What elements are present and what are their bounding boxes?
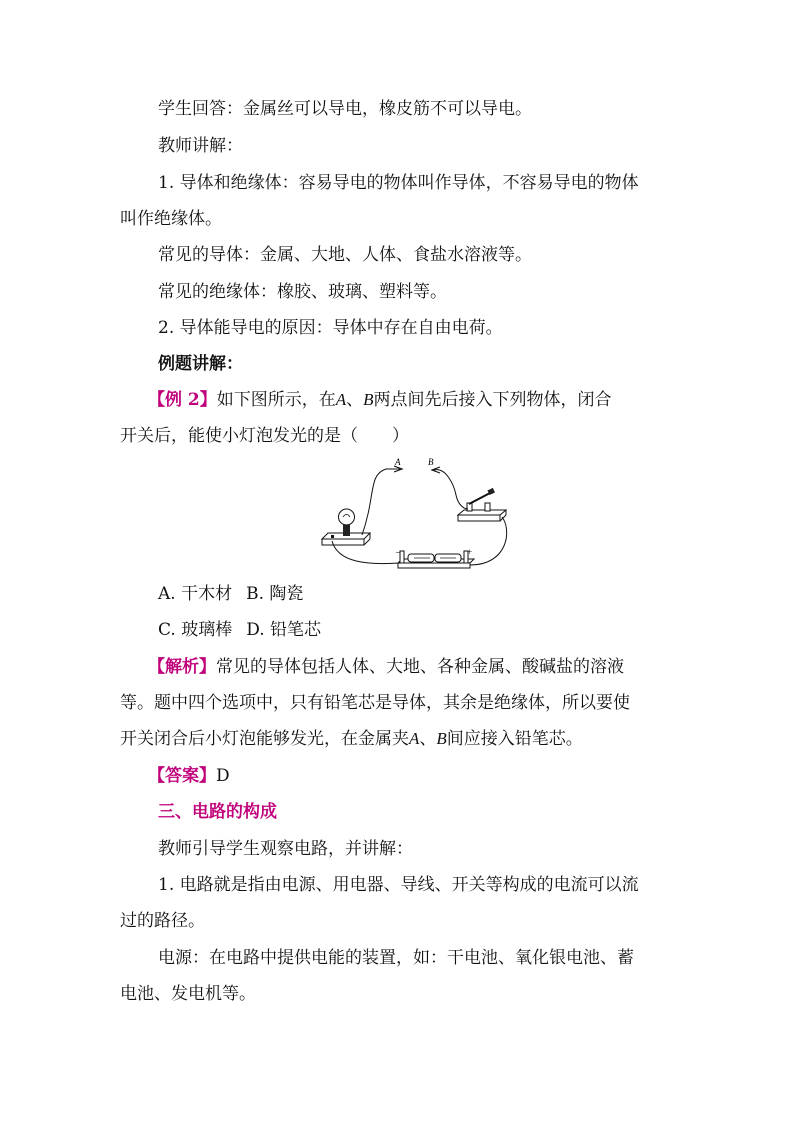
answer-line [148, 764, 708, 788]
switch-on-board [458, 488, 506, 521]
circuit-definition-line-2: 过的路径。 [120, 911, 205, 931]
section-3-heading: 三、电路的构成 [158, 802, 277, 822]
answer-tag: 【答案】 [148, 766, 216, 786]
options-row-2 [158, 618, 321, 642]
power-source-line-1: 电源：在电路中提供电能的装置，如：干电池、氧化银电池、蓄 [158, 948, 634, 968]
analysis-line-1: 【解析】常见的导体包括人体、大地、各种金属、酸碱盐的溶液 [148, 657, 624, 677]
options-row-1 [158, 582, 303, 606]
definition-conductor-line-2: 叫作绝缘体。 [120, 209, 222, 229]
circuit-figure [318, 455, 514, 575]
option-d: D. 铅笔芯 [246, 620, 322, 640]
analysis-line-2: 等。题中四个选项中，只有铅笔芯是导体，其余是绝缘体，所以要使 [120, 693, 630, 713]
wire-lamp-to-a [362, 469, 400, 535]
battery-minus-label: – [396, 547, 401, 557]
option-c: C. 玻璃棒 [158, 620, 233, 640]
common-insulators: 常见的绝缘体：橡胶、玻璃、塑料等。 [158, 282, 447, 302]
conduction-reason: 2. 导体能导电的原因：导体中存在自由电荷。 [158, 318, 503, 338]
battery-plus-label: + [467, 547, 473, 557]
option-b: B. 陶瓷 [246, 584, 304, 604]
point-b-label: B [428, 457, 434, 467]
battery-holder [398, 551, 474, 568]
point-a-label: A [395, 457, 401, 467]
lamp-on-board [322, 509, 370, 545]
wire-b-to-switch [434, 470, 468, 509]
wire-switch-to-battery [470, 517, 507, 565]
circuit-definition-line-1: 1. 电路就是指由电源、用电器、导线、开关等构成的电流可以流 [158, 875, 639, 895]
definition-conductor-line-1: 1. 导体和绝缘体：容易导电的物体叫作导体，不容易导电的物体 [158, 173, 639, 193]
student-answer: 学生回答：金属丝可以导电，橡皮筋不可以导电。 [158, 99, 532, 119]
example-2-tag: 【例 2】 [148, 390, 217, 410]
teacher-explain: 教师讲解： [158, 136, 243, 156]
example-heading: 例题讲解： [158, 354, 243, 374]
example-2-question-line-1: 【例 2】如下图所示，在A、B两点间先后接入下列物体，闭合 [148, 390, 612, 410]
common-conductors: 常见的导体：金属、大地、人体、食盐水溶液等。 [158, 245, 532, 265]
power-source-line-2: 电池、发电机等。 [120, 984, 256, 1004]
analysis-tag: 【解析】 [148, 657, 216, 677]
example-2-question-line-2: 开关后，能使小灯泡发光的是（ ） [120, 426, 409, 446]
analysis-line-3: 开关闭合后小灯泡能够发光，在金属夹A、B间应接入铅笔芯。 [120, 729, 583, 749]
answer-value: D [216, 766, 230, 786]
section-3-intro: 教师引导学生观察电路，并讲解： [158, 839, 413, 859]
option-a: A. 干木材 [158, 584, 233, 604]
